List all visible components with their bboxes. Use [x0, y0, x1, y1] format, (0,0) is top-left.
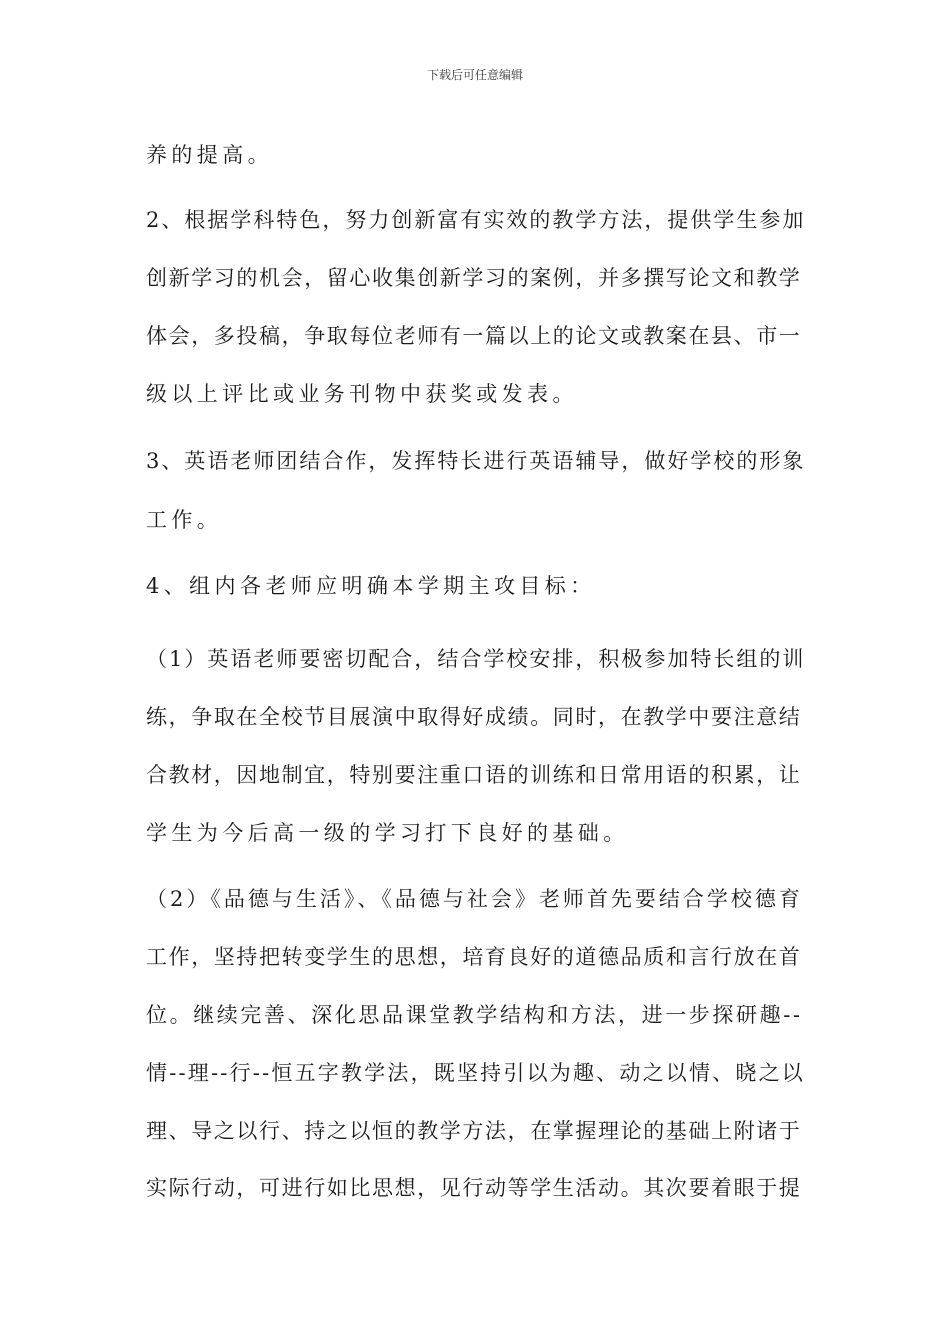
- body-line: 3、英语老师团结合作，发挥特长进行英语辅导，做好学校的形象: [146, 449, 806, 473]
- body-line: 合教材，因地制宜，特别要注重口语的训练和日常用语的积累，让: [146, 763, 802, 787]
- body-line: 体会，多投稿，争取每位老师有一篇以上的论文或教案在县、市一: [146, 324, 802, 348]
- page-header: 下载后可任意编辑: [426, 68, 523, 82]
- body-line: 4、组内各老师应明确本学期主攻目标：: [146, 574, 596, 598]
- body-line: 2、根据学科特色，努力创新富有实效的教学方法，提供学生参加: [146, 208, 806, 232]
- body-line: 学生为今后高一级的学习打下良好的基础。: [146, 821, 629, 845]
- body-line: 情--理--行--恒五字教学法，既坚持引以为趣、动之以情、晓之以: [146, 1061, 805, 1085]
- body-line: 位。继续完善、深化思品课堂教学结构和方法，进一步探研趣--: [146, 1003, 803, 1027]
- body-line: （1）英语老师要密切配合，结合学校安排，积极参加特长组的训: [146, 647, 806, 671]
- body-line: 练，争取在全校节目展演中取得好成绩。同时，在教学中要注意结: [146, 705, 802, 729]
- body-line: 级以上评比或业务刊物中获奖或发表。: [146, 382, 578, 406]
- body-line: 实际行动，可进行如比思想，见行动等学生活动。其次要着眼于提: [146, 1176, 802, 1200]
- body-line: （2）《品德与生活》、《品德与社会》老师首先要结合学校德育: [146, 887, 803, 911]
- body-line: 工作。: [146, 508, 223, 532]
- body-line: 创新学习的机会，留心收集创新学习的案例，并多撰写论文和教学: [146, 266, 802, 290]
- body-line: 理、导之以行、持之以恒的教学方法，在掌握理论的基础上附诸于: [146, 1119, 802, 1143]
- body-line: 工作，坚持把转变学生的思想，培育良好的道德品质和言行放在首: [146, 945, 802, 969]
- body-line: 养的提高。: [146, 143, 273, 167]
